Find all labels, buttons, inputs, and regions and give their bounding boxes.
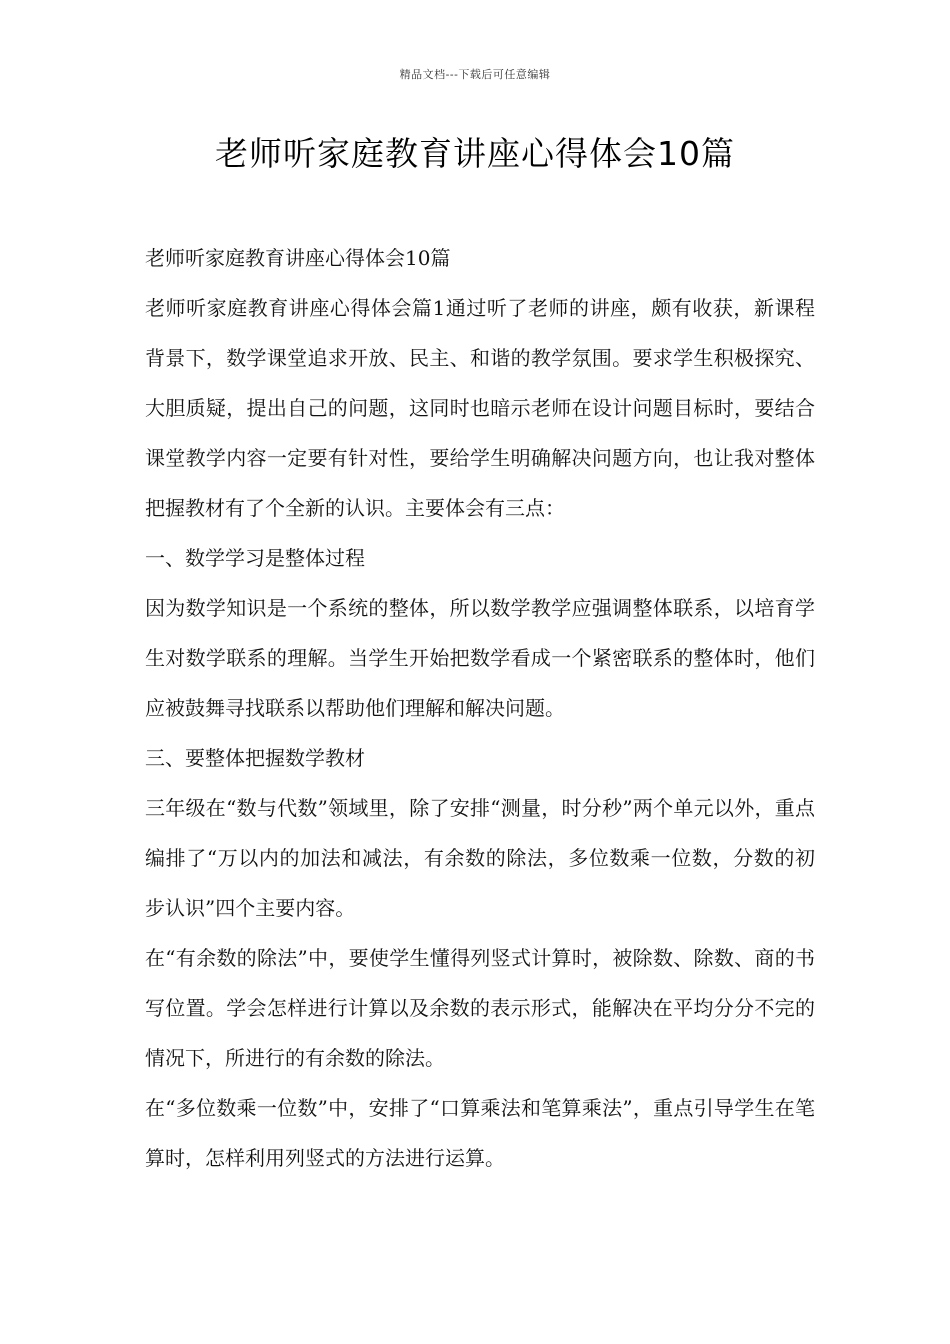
paragraph-section-1: 因为数学知识是一个系统的整体，所以数学教学应强调整体联系，以培育学生对数学联系的理解。当学生开始把数学看成一个紧密联系的整体时，他们应被鼓舞寻找联系以帮助他们理解和解决问题。 bbox=[145, 596, 815, 720]
paragraph-intro: 老师听家庭教育讲座心得体会篇1通过听了老师的讲座，颇有收获，新课程背景下，数学课堂追求开放、民主、和谐的教学氛围。要求学生积极探究、大胆质疑，提出自己的问题，这同时也暗示老师在设计问题目标时，要结合课堂教学内容一定要有针对性，要给学生明确解决问题方向，也让我对整体把握教材有了个全新的认识。主要体会有三点： bbox=[145, 296, 815, 520]
document-title: 老师听家庭教育讲座心得体会10篇 bbox=[215, 134, 735, 173]
header-note: 精品文档---下载后可任意编辑 bbox=[399, 68, 551, 81]
paragraph-subtitle: 老师听家庭教育讲座心得体会10篇 bbox=[145, 246, 451, 270]
paragraph-section-3a: 三年级在“数与代数”领域里，除了安排“测量，时分秒”两个单元以外，重点编排了“万以内的加法和减法，有余数的除法，多位数乘一位数，分数的初步认识”四个主要内容。 bbox=[145, 796, 815, 920]
section-heading-3: 三、要整体把握数学教材 bbox=[145, 746, 365, 770]
paragraph-section-3b: 在“有余数的除法”中，要使学生懂得列竖式计算时，被除数、除数、商的书写位置。学会怎样进行计算以及余数的表示形式，能解决在平均分分不完的情况下，所进行的有余数的除法。 bbox=[145, 946, 815, 1070]
document-body bbox=[145, 233, 815, 1183]
paragraph-section-3c: 在“多位数乘一位数”中，安排了“口算乘法和笔算乘法”，重点引导学生在笔算时，怎样利用列竖式的方法进行运算。 bbox=[145, 1096, 815, 1170]
section-heading-1: 一、数学学习是整体过程 bbox=[145, 546, 365, 570]
